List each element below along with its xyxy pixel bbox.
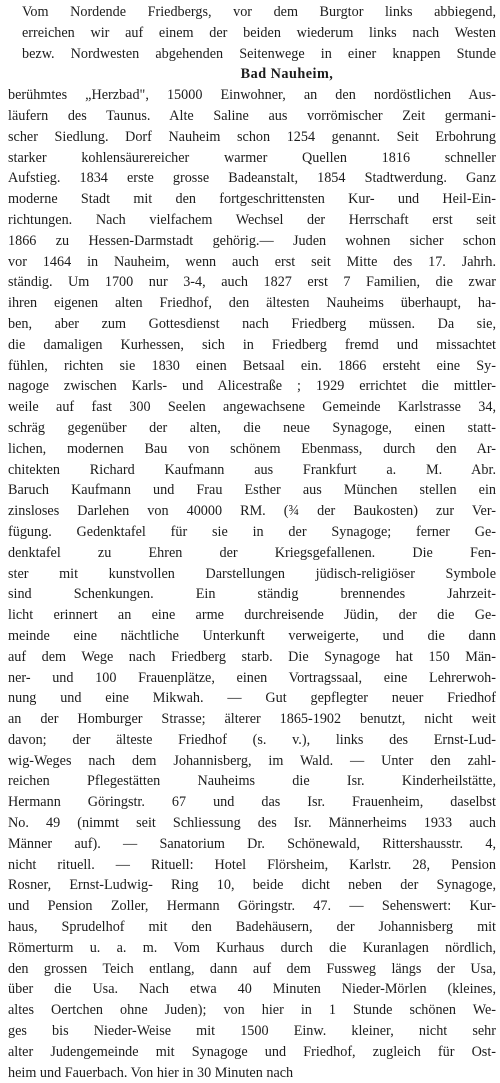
body-line: an der Homburger Strasse; älterer 1865-1902 benutzt, nicht weit: [8, 711, 496, 728]
intro-line: erreichen wir auf einem der beiden wiederum links nach Westen: [22, 24, 496, 41]
body-line: haus, Sprudelhof mit den Badehäusern, der Johannisberg mit: [8, 919, 496, 936]
intro-paragraph: [8, 2, 496, 64]
body-line: ster mit kunstvollen Darstellungen jüdisch-religiöser Symbole: [8, 565, 496, 582]
section-heading: Bad Nauheim,: [240, 66, 334, 83]
body-line: nung und eine Mikwah. — Gut gepflegter neuer Friedhof: [8, 690, 496, 707]
body-line: nicht rituell. — Rituell: Hotel Flörsheim, Karlstr. 28, Pension: [8, 856, 496, 873]
body-line: ständig. Um 1700 nur 3-4, auch 1827 erst 7 Familien, die zwar: [8, 274, 496, 291]
intro-line: Vom Nordende Friedbergs, vor dem Burgtor links abbiegend,: [22, 4, 496, 20]
body-line: auf dem Wege nach Friedberg starb. Die Synagoge hat 150 Män-: [8, 648, 496, 665]
body-line: ner- und 100 Frauenplätze, einen Vortragssaal, eine Lehrerwoh-: [8, 669, 496, 686]
body-line: ben, aber zum Gottesdienst nach Friedberg müssen. Da sie,: [8, 315, 496, 332]
body-line: den grossen Teich entlang, dann auf dem Fussweg längs der Usa,: [8, 960, 496, 977]
body-line: Römerturm u. a. m. Vom Kurhaus durch die Kuranlagen nördlich,: [8, 939, 496, 956]
body-paragraph: [8, 85, 496, 1083]
body-line: schräg gegenüber der alten, die neue Synagoge, einen statt-: [8, 419, 496, 436]
body-line: meinde eine nächtliche Unterkunft verweigerte, und die dann: [8, 627, 496, 644]
body-line: Hermann Göringstr. 67 und das Isr. Frauenheim, daselbst: [8, 794, 496, 811]
body-line: ihren eigenen alten Friedhof, den ältesten Nauheims überhaupt, ha-: [8, 295, 496, 312]
body-line: starker kohlensäurereicher warmer Quellen 1816 schneller: [8, 149, 496, 166]
body-line: weile auf fast 300 Seelen angewachsene Gemeinde Karlstrasse 34,: [8, 399, 496, 416]
body-line: 1866 zu Hessen-Darmstadt gehörig.— Juden wohnen sicher schon: [8, 232, 496, 249]
body-line: alter Judengemeinde mit Synagoge und Friedhof, zugleich für Ost-: [8, 1043, 496, 1060]
body-line: und Pension Zoller, Hermann Göringstr. 47. — Sehenswert: Kur-: [8, 898, 496, 915]
body-line: No. 49 (nimmt seit Schliessung des Isr. Männerheims 1933 auch: [8, 815, 496, 832]
body-line: fügung. Gedenktafel für sie in der Synagoge; ferner Ge-: [8, 523, 496, 540]
body-line: Baruch Kaufmann und Frau Esther aus München stellen ein: [8, 482, 496, 499]
body-line: denktafel zu Ehren der Kriegsgefallenen. Die Fen-: [8, 544, 496, 561]
intro-line: bezw. Nordwesten abgehenden Seitenwege in einer knappen Stunde: [22, 45, 496, 62]
body-line: licht erinnert an eine arme durchreisende Jüdin, der die Ge-: [8, 607, 496, 624]
body-line: läufern des Taunus. Alte Saline aus vorrömischer Zeit germani-: [8, 107, 496, 124]
body-line: Männer auf). — Sanatorium Dr. Schönewald, Rittershausstr. 4,: [8, 835, 496, 852]
body-line: vor 1464 in Nauheim, wenn auch erst seit Mitte des 17. Jahrh.: [8, 253, 496, 270]
body-line: lichen, modernen Bau von schönem Ebenmass, durch den Ar-: [8, 440, 496, 457]
body-line: richtungen. Nach vielfachem Wechsel der Herrschaft erst seit: [8, 211, 496, 228]
body-line: altes Oertchen ohne Juden); von hier in 1 Stunde schönen We-: [8, 1002, 496, 1019]
body-line: fühlen, richten sie 1830 einen Betsaal ein. 1866 ersteht eine Sy-: [8, 357, 496, 374]
body-line: chitekten Richard Kaufmann aus Frankfurt a. M. Abr.: [8, 461, 496, 478]
body-line: wig-Weges nach dem Johannisberg, im Wald. — Unter den zahl-: [8, 752, 496, 769]
body-line: sind Schenkungen. Ein ständig brennendes Jahrzeit-: [8, 586, 496, 603]
body-line: Rosner, Ernst-Ludwig- Ring 10, beide dicht neben der Synagoge,: [8, 877, 496, 894]
body-line: davon; der älteste Friedhof (s. v.), links des Ernst-Lud-: [8, 731, 496, 748]
body-line: heim und Fauerbach. Von hier in 30 Minuten nach: [8, 1064, 294, 1081]
body-line: nagoge zwischen Karls- und Alicestraße ; 1929 errichtet die mittler-: [8, 378, 496, 395]
body-line: Aufstieg. 1834 erste grosse Badeanstalt, 1854 Stadtwerdung. Ganz: [8, 170, 496, 187]
body-line: reichen Pflegestätten Nauheims die Isr. Kinderheilstätte,: [8, 773, 496, 790]
body-line: scher Siedlung. Dorf Nauheim schon 1254 genannt. Seit Erbohrung: [8, 128, 496, 145]
body-line: über die Usa. Nach etwa 40 Minuten Nieder-Mörlen (kleines,: [8, 981, 496, 998]
body-line: ges bis Nieder-Weise mit 1500 Einw. kleiner, nicht sehr: [8, 1023, 496, 1040]
body-line: die damaligen Kurhessen, sich in Friedberg fremd und missachtet: [8, 336, 496, 353]
body-line: berühmtes „Herzbad", 15000 Einwohner, an den nordöstlichen Aus-: [8, 87, 496, 104]
body-line: moderne Stadt mit den fortgeschrittensten Kur- und Heil-Ein-: [8, 191, 496, 208]
body-line: zinsloses Darlehen von 40000 RM. (¾ der Baukosten) zur Ver-: [8, 503, 496, 520]
